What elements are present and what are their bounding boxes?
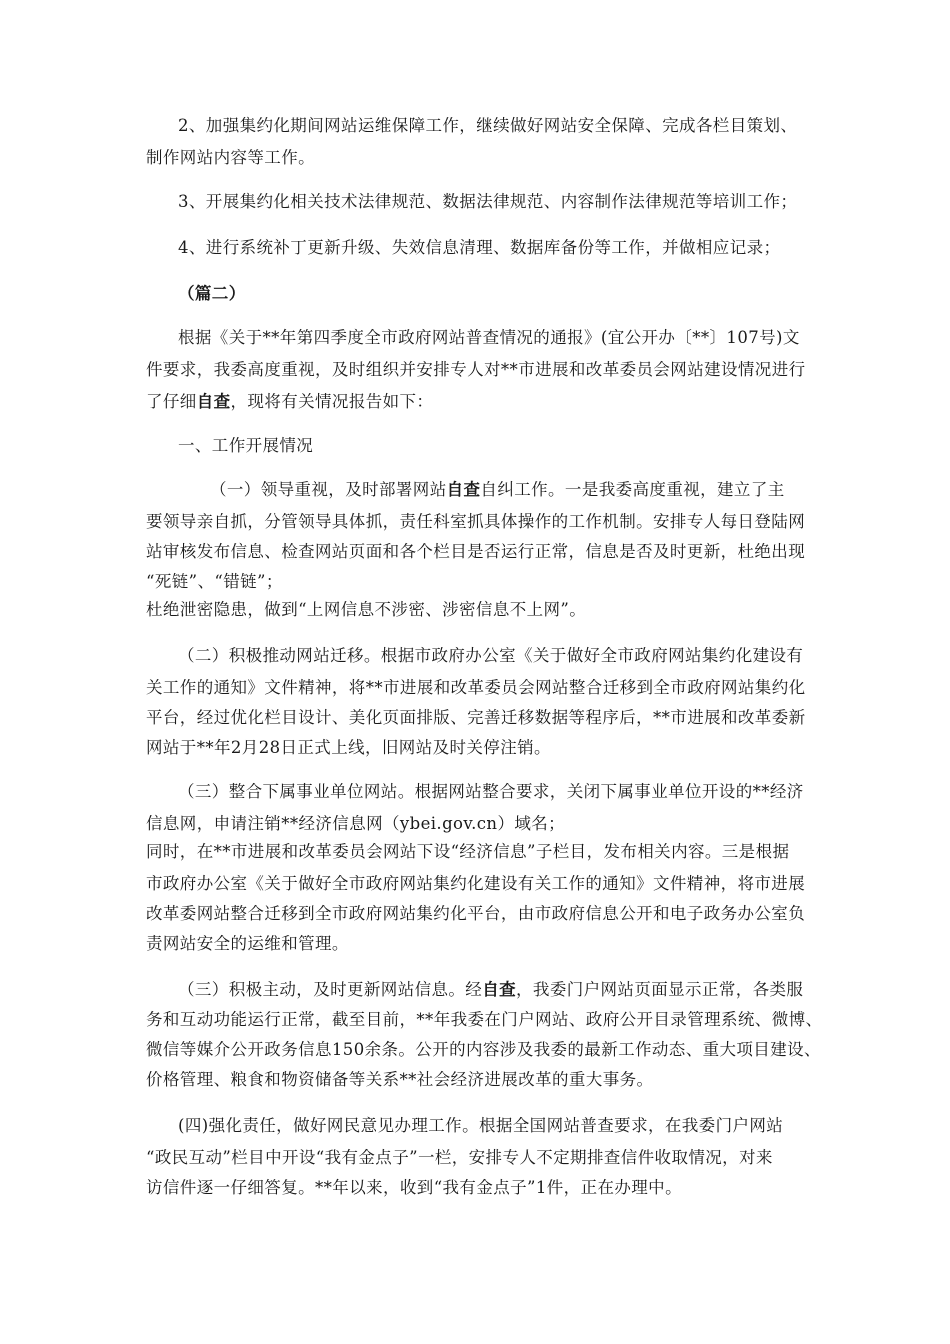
text-segment: 自纠工作。一是我委高度重视，建立了主 — [480, 480, 785, 499]
paragraph-9-line-2: “政民互动”栏目中开设“我有金点子”一栏，安排专人不定期排查信件收取情况，对来 — [146, 1148, 773, 1167]
paragraph-5-line-4: “死链”、“错链”； — [146, 572, 283, 591]
paragraph-9-line-3: 访信件逐一仔细答复。**年以来，收到“我有金点子”1件，正在办理中。 — [146, 1178, 682, 1197]
paragraph-1-line-1: 2、加强集约化期间网站运维保障工作，继续做好网站安全保障、完成各栏目策划、 — [178, 116, 798, 135]
paragraph-2-line-1: 3、开展集约化相关技术法律规范、数据法律规范、内容制作法律规范等培训工作； — [178, 192, 798, 211]
paragraph-6-line-1: （二）积极推动网站迁移。根据市政府办公室《关于做好全市政府网站集约化建设有 — [178, 646, 804, 665]
paragraph-4-line-2: 件要求，我委高度重视，及时组织并安排专人对**市进展和改革委员会网站建设情况进行 — [146, 360, 806, 379]
paragraph-5-line-5: 杜绝泄密隐患，做到“上网信息不涉密、涉密信息不上网”。 — [146, 600, 587, 619]
text-segment: 了仔细 — [146, 392, 197, 411]
paragraph-8-line-1 — [178, 978, 803, 1002]
paragraph-6-line-4: 网站于**年2月28日正式上线，旧网站及时关停注销。 — [146, 738, 551, 757]
paragraph-9-line-1: (四)强化责任，做好网民意见办理工作。根据全国网站普查要求，在我委门户网站 — [178, 1116, 784, 1135]
paragraph-4-line-1: 根据《关于**年第四季度全市政府网站普查情况的通报》(宜公开办〔**〕107号)文 — [178, 328, 800, 347]
paragraph-8-line-2: 务和互动功能运行正常，截至目前，**年我委在门户网站、政府公开目录管理系统、微博、 — [146, 1010, 823, 1029]
paragraph-7-line-1: （三）整合下属事业单位网站。根据网站整合要求，关闭下属事业单位开设的**经济 — [178, 782, 804, 801]
paragraph-7-line-3: 同时，在**市进展和改革委员会网站下设“经济信息”子栏目，发布相关内容。三是根据 — [146, 842, 790, 861]
highlight-keyword: 自查 — [196, 392, 231, 411]
paragraph-6-line-2: 关工作的通知》文件精神，将**市进展和改革委员会网站整合迁移到全市政府网站集约化 — [146, 678, 806, 697]
paragraph-8-line-3: 微信等媒介公开政务信息150余条。公开的内容涉及我委的最新工作动态、重大项目建设、 — [146, 1040, 821, 1059]
text-segment: （三）积极主动，及时更新网站信息。经 — [178, 980, 483, 999]
text-segment: ，现将有关情况报告如下： — [230, 392, 434, 411]
section-heading: （篇二） — [178, 284, 246, 303]
text-segment: ，我委门户网站页面显示正常，各类服 — [516, 980, 804, 999]
paragraph-6-line-3: 平台，经过优化栏目设计、美化页面排版、完善迁移数据等程序后，**市进展和改革委新 — [146, 708, 806, 727]
paragraph-1-line-2: 制作网站内容等工作。 — [146, 148, 315, 167]
paragraph-7-line-6: 责网站安全的运维和管理。 — [146, 934, 349, 953]
paragraph-5-line-3: 站审核发布信息、检查网站页面和各个栏目是否运行正常，信息是否及时更新，杜绝出现 — [146, 542, 806, 561]
text-segment: （一）领导重视，及时部署网站 — [210, 480, 447, 499]
paragraph-7-line-4: 市政府办公室《关于做好全市政府网站集约化建设有关工作的通知》文件精神，将市进展 — [146, 874, 806, 893]
paragraph-8-line-4: 价格管理、粮食和物资储备等关系**社会经济进展改革的重大事务。 — [146, 1070, 654, 1089]
paragraph-4-line-3 — [146, 390, 433, 414]
highlight-keyword: 自查 — [446, 480, 481, 499]
paragraph-5-line-2: 要领导亲自抓，分管领导具体抓，责任科室抓具体操作的工作机制。安排专人每日登陆网 — [146, 512, 806, 531]
highlight-keyword: 自查 — [482, 980, 517, 999]
paragraph-7-line-5: 改革委网站整合迁移到全市政府网站集约化平台，由市政府信息公开和电子政务办公室负 — [146, 904, 806, 923]
paragraph-5-line-1 — [210, 478, 785, 502]
heading-work-status: 一、工作开展情况 — [178, 436, 314, 455]
paragraph-3-line-1: 4、进行系统补丁更新升级、失效信息清理、数据库备份等工作，并做相应记录； — [178, 238, 781, 257]
paragraph-7-line-2: 信息网，申请注销**经济信息网（ybei.gov.cn）域名； — [146, 814, 566, 833]
